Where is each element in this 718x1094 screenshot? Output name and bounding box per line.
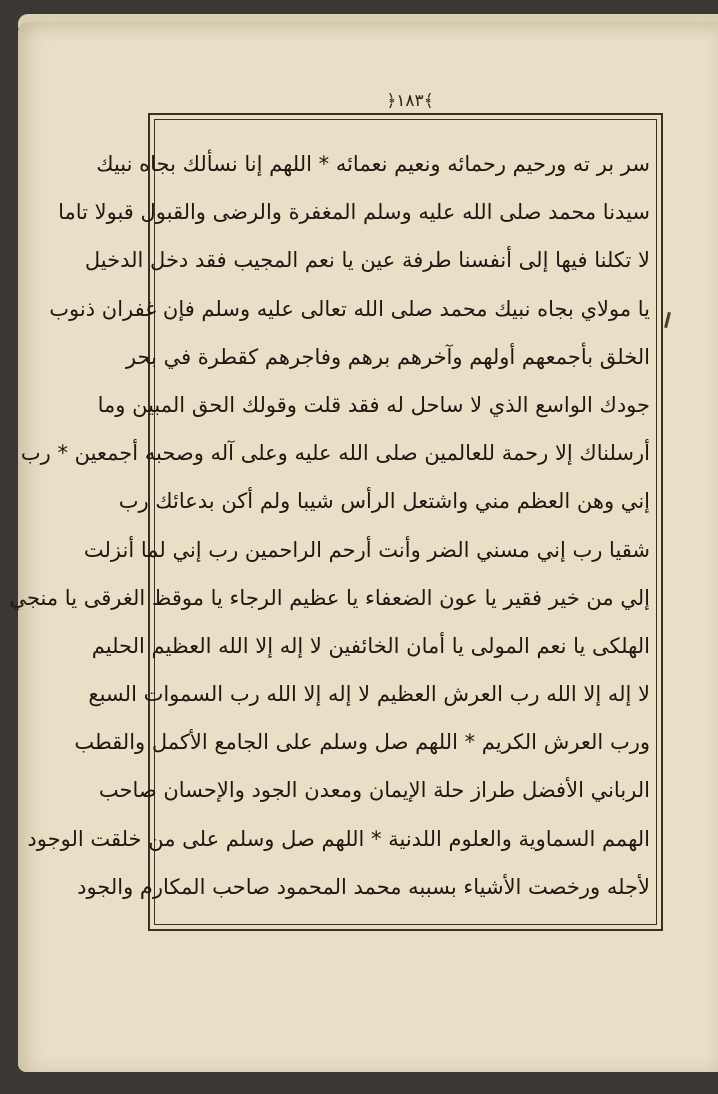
- text-line: الهمم السماوية والعلوم اللدنية * اللهم صل وسلم على من خلقت الوجود: [27, 826, 650, 851]
- text-line: لا تكلنا فيها إلى أنفسنا طرفة عين يا نعم المجيب فقد دخل الدخيل: [84, 248, 650, 273]
- text-line: يا مولاي بجاه نبيك محمد صلى الله تعالى عليه وسلم فإن غفران ذنوب: [49, 296, 650, 321]
- text-line: إلي من خير فقير يا عون الضعفاء يا عظيم الرجاء يا موقظ الغرقى يا منجي: [9, 585, 650, 610]
- text-line: إني وهن العظم مني واشتعل الرأس شيبا ولم أكن بدعائك رب: [118, 489, 650, 514]
- text-line: شقيا رب إني مسني الضر وأنت أرحم الراحمين رب إني لما أنزلت: [83, 537, 650, 562]
- text-line: لأجله ورخصت الأشياء بسببه محمد المحمود صاحب المكارم والجود: [77, 874, 650, 899]
- text-line: الرباني الأفضل طراز حلة الإيمان ومعدن الجود والإحسان صاحب: [98, 778, 650, 803]
- text-line: لا إله إلا الله رب العرش العظيم لا إله إلا الله رب السموات السبع: [88, 682, 650, 707]
- text-line: جودك الواسع الذي لا ساحل له فقد قلت وقولك الحق المبين وما: [97, 392, 650, 417]
- text-line: الخلق بأجمعهم أولهم وآخرهم برهم وفاجرهم كقطرة في بحر: [125, 344, 650, 369]
- text-line: أرسلناك إلا رحمة للعالمين صلى الله عليه وعلى آله وصحبه أجمعين * رب: [20, 441, 650, 466]
- text-line: ورب العرش الكريم * اللهم صل وسلم على الجامع الأكمل والقطب: [74, 730, 650, 755]
- text-line: الهلكى يا نعم المولى يا أمان الخائفين لا إله إلا الله العظيم الحليم: [91, 633, 650, 658]
- text-line: سر بر ته ورحيم رحمائه ونعيم نعمائه * اللهم إنا نسألك بجاه نبيك: [96, 152, 650, 176]
- page-number: ﴿١٨٣﴾: [386, 91, 434, 111]
- text-line: سيدنا محمد صلى الله عليه وسلم المغفرة والرضى والقبول قبولا تاما: [58, 200, 650, 225]
- arabic-text-block: [9, 140, 650, 910]
